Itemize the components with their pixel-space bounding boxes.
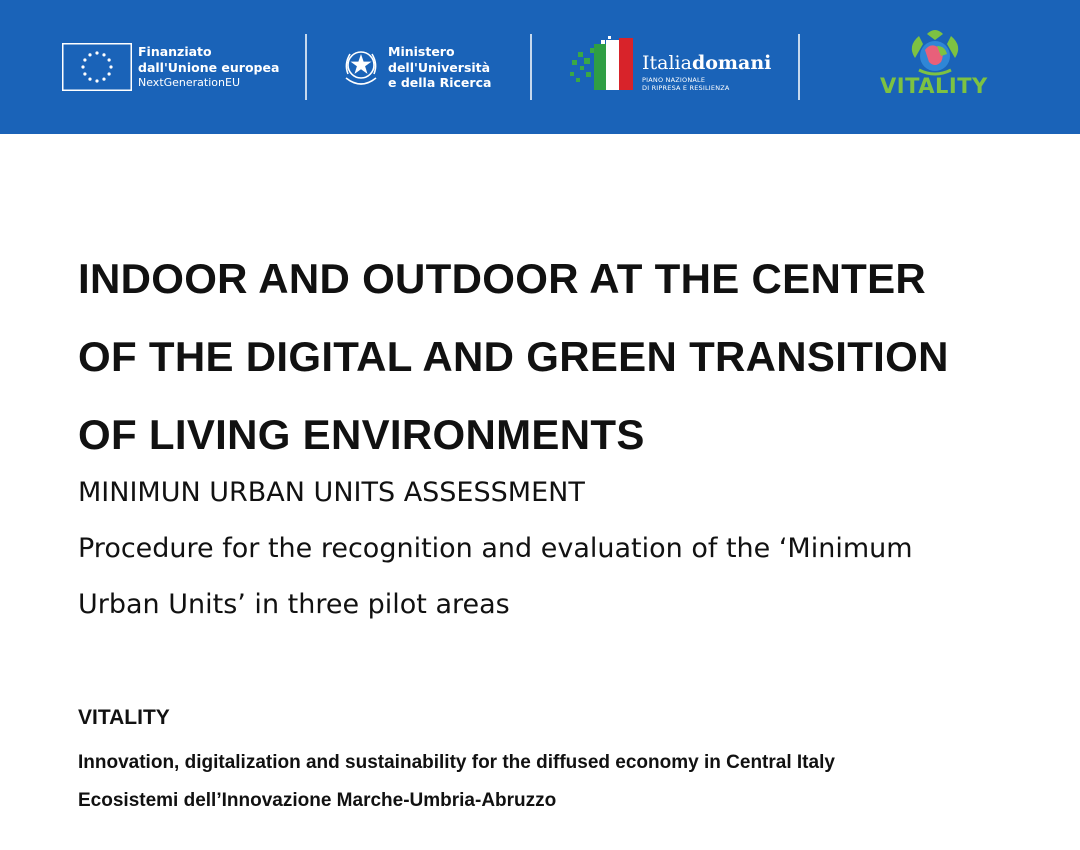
- project-description: Innovation, digitalization and sustainability for the diffused economy in Central Italy: [78, 752, 835, 773]
- italiadomani-flag-icon: [568, 36, 638, 94]
- title-line: INDOOR AND OUTDOOR AT THE CENTER: [78, 255, 927, 302]
- ministry-text: [388, 44, 491, 178]
- header-divider: [798, 34, 800, 100]
- eu-line-2: dall'Unione europea: [138, 59, 280, 75]
- document-description: [78, 521, 1058, 633]
- description-line: Procedure for the recognition and evaluation of the ‘Minimum: [78, 533, 913, 564]
- eu-line-1: Finanziato: [138, 44, 212, 59]
- document-title: [78, 240, 1038, 474]
- title-line: OF LIVING ENVIRONMENTS: [78, 411, 645, 458]
- eu-funding-text: [138, 44, 279, 178]
- project-ecosystem: Ecosistemi dell’Innovazione Marche-Umbria-Abruzzo: [78, 790, 557, 811]
- eu-line-3: NextGenerationEU: [138, 76, 240, 89]
- ministry-line-1: Ministero: [388, 44, 455, 59]
- italiadomani-sub-2: DI RIPRESA E RESILIENZA: [642, 83, 730, 92]
- document-subtitle: MINIMUN URBAN UNITS ASSESSMENT: [78, 477, 585, 508]
- description-line: Urban Units’ in three pilot areas: [78, 589, 510, 620]
- vitality-wordmark: VITALITY: [880, 74, 988, 98]
- header-divider: [530, 34, 532, 100]
- italiadomani-word-domani: domani: [691, 52, 772, 74]
- italiadomani-sub-1: PIANO NAZIONALE: [642, 76, 706, 84]
- eu-flag-icon: [62, 43, 132, 91]
- project-name: VITALITY: [78, 706, 170, 729]
- italian-republic-emblem-icon: [340, 44, 382, 90]
- italiadomani-word-italia: Italia: [642, 52, 692, 74]
- ministry-line-2: dell'Università: [388, 59, 491, 75]
- header-banner: [0, 0, 1080, 134]
- ministry-line-3: e della Ricerca: [388, 75, 492, 90]
- title-line: OF THE DIGITAL AND GREEN TRANSITION: [78, 333, 949, 380]
- italiadomani-subtitle: [642, 77, 730, 211]
- header-divider: [305, 34, 307, 100]
- vitality-globe-icon: [905, 28, 965, 80]
